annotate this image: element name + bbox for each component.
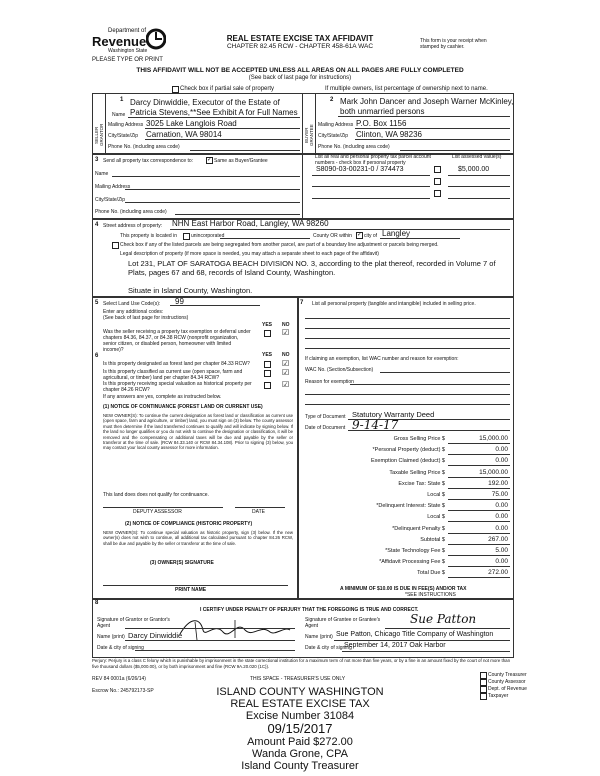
grantee-date-label: Date & city of signing <box>305 645 352 651</box>
tax-row-value[interactable]: 0.00 <box>495 502 508 510</box>
tax-row-label: *Affidavit Processing Fee $ <box>379 559 445 566</box>
stamp-line-2: REAL ESTATE EXCISE TAX <box>230 698 370 710</box>
wac-label: WAC No. (Section/Subsection) <box>305 367 374 373</box>
grantee-name-label: Name (print) <box>305 634 333 640</box>
q3-no[interactable]: ☑ <box>282 368 290 377</box>
stamp-line-1: ISLAND COUNTY WASHINGTON <box>216 686 384 698</box>
minimum-note: A MINIMUM OF $10.00 IS DUE IN FEE(S) AND/OR TAX <box>340 586 467 592</box>
parcel-header: List all real and personal property tax parcel account numbers - check box if personal property <box>315 154 431 166</box>
same-as-buyer-label: Same as Buyer/Grantee <box>214 158 268 164</box>
q1-no[interactable]: ☑ <box>282 328 290 337</box>
escrow-number: Escrow No.: 245792173-SP <box>92 688 154 694</box>
section-1-num: 1 <box>120 97 124 103</box>
tax-row-label: *Personal Property (deduct) $ <box>372 447 445 454</box>
street-address[interactable]: NHN East Harbor Road, Langley, WA 98260 <box>172 219 329 228</box>
personal-property-label: List all personal property (tangible and intangible) included in selling price. <box>312 301 476 307</box>
grantor-sig-label: Signature of Grantor or Grantor's Agent <box>97 617 170 629</box>
owner-signature-label: (3) OWNER(S) SIGNATURE <box>150 560 214 566</box>
personal-prop-checkbox-1[interactable] <box>434 166 441 173</box>
buyer-address-label: Mailing Address <box>318 122 354 128</box>
buyer-city[interactable]: Clinton, WA 98236 <box>356 130 422 139</box>
boundary-label: Check box if any of the listed parcels are being segregated from another parcel, are part of a boundary line adjustment or parcels being merged. <box>120 242 439 248</box>
corr-mailing-label: Mailing Address <box>95 184 131 190</box>
seller-name-1[interactable]: Darcy Dinwiddie, Executor of the Estate of <box>130 98 280 107</box>
grantor-date-label: Date & city of signing <box>97 645 144 651</box>
receipt-note: This form is your receipt when stamped by cashier. <box>420 38 487 50</box>
tax-row-value[interactable]: 15,000.00 <box>479 468 508 476</box>
grantor-signature <box>175 612 295 642</box>
tax-row-value[interactable]: 0.00 <box>495 446 508 454</box>
seller-name-label: Name <box>112 112 126 118</box>
q4-yes[interactable] <box>264 382 271 389</box>
street-label: Street address of property: <box>103 223 163 229</box>
land-use-code[interactable]: 99 <box>175 297 184 306</box>
no-header-1: NO <box>282 322 290 328</box>
dept-label: Department of <box>108 28 147 34</box>
treasurer-use-label: THIS SPACE - TREASURER'S USE ONLY <box>250 676 346 682</box>
seller-name-2[interactable]: Patricia Stevens,**See Exhibit A for Full Names <box>130 108 298 117</box>
question-4: Is this property receiving special valuation as historical property per chapter 84.26 RCW? <box>103 381 252 393</box>
tax-row-label: Excise Tax: State $ <box>398 480 445 487</box>
assessed-header: List assessed value(s) <box>452 154 502 160</box>
grantor-name[interactable]: Darcy Dinwiddie <box>128 631 183 640</box>
seller-city-label: City/State/Zip <box>108 133 139 139</box>
buyer-address[interactable]: P.O. Box 1156 <box>356 119 407 128</box>
tax-row-value[interactable]: 0.00 <box>495 457 508 465</box>
section-8-num: 8 <box>95 600 99 606</box>
tax-row-label: Gross Selling Price $ <box>393 436 445 442</box>
county-label: County OR within <box>313 233 352 239</box>
correspondence-label: Send all property tax correspondence to: <box>103 158 194 164</box>
buyer-name-1[interactable]: Mark John Dancer and Joseph Warner McKinley, <box>340 97 514 106</box>
grantee-name[interactable]: Sue Patton, Chicago Title Company of Washington <box>336 631 494 638</box>
personal-prop-checkbox-2[interactable] <box>434 178 441 185</box>
print-note: PLEASE TYPE OR PRINT <box>92 57 163 63</box>
tax-row-label: *Delinquent Penalty $ <box>392 525 445 532</box>
q1-yes[interactable] <box>264 330 271 337</box>
yes-header-2: YES <box>262 352 273 358</box>
see-instructions: *SEE INSTRUCTIONS <box>405 592 456 598</box>
doc-type[interactable]: Statutory Warranty Deed <box>352 410 435 419</box>
tax-row-label: Exemption Claimed (deduct) $ <box>371 458 445 465</box>
tax-row-value[interactable]: 5.00 <box>495 547 508 554</box>
tax-row-value[interactable]: 0.00 <box>495 524 508 532</box>
legal-line-3[interactable]: Situate in Island County, Washington. <box>128 286 253 295</box>
question-1: Was the seller receiving a property tax exemption or deferral under chapters 84.36, 84.37, or 84.38 RCW (nonprofit organization, senior citizen, or disabled person, homeowner with limited income)? <box>103 329 251 353</box>
tax-row-label: Local $ <box>427 514 445 521</box>
unincorporated-checkbox[interactable] <box>183 233 190 240</box>
stamp-line-3: Excise Number 31084 <box>245 710 355 722</box>
same-as-buyer-checkbox[interactable]: ✓ <box>207 157 213 163</box>
tax-row-label: Local $ <box>427 492 445 498</box>
stamp-line-7: Island County Treasurer <box>241 760 359 772</box>
tax-row-value[interactable]: 0.00 <box>495 558 508 566</box>
notice-1-title: (1) NOTICE OF CONTINUANCE (FOREST LAND OR CURRENT USE) <box>103 404 263 410</box>
tax-row-value[interactable]: 15,000.00 <box>479 435 508 442</box>
copy-county-treasurer-checkbox[interactable] <box>480 672 487 679</box>
unincorporated-label: unincorporated <box>191 233 225 239</box>
form-title: REAL ESTATE EXCISE TAX AFFIDAVIT <box>226 34 374 43</box>
see-note: (See back of last page for instructions) <box>248 75 352 81</box>
seller-address-label: Mailing Address <box>108 122 144 128</box>
partial-sale-label: Check box if partial sale of property <box>180 86 275 92</box>
tax-row-value[interactable]: 0.00 <box>495 513 508 521</box>
tax-row-label: *Delinquent Interest: State $ <box>376 503 445 510</box>
tax-row-label: Subtotal $ <box>420 536 445 543</box>
section-3-num: 3 <box>95 157 99 163</box>
state-label: Washington State <box>108 48 148 54</box>
legal-line-1[interactable]: Lot 231, PLAT OF SARATOGA BEACH DIVISION NO. 3, according to the plat thereof, recorded in Volume 7 of <box>128 259 496 268</box>
tax-row-value[interactable]: 75.00 <box>491 491 508 498</box>
section-5-num: 5 <box>95 300 99 306</box>
buyer-name-2[interactable]: both unmarried persons <box>340 107 425 116</box>
assessed-value-1[interactable]: $5,000.00 <box>458 166 490 173</box>
certify-text: I CERTIFY UNDER PENALTY OF PERJURY THAT THE FOREGOING IS TRUE AND CORRECT. <box>200 607 419 613</box>
additional-codes-label: Enter any additional codes: <box>103 309 164 315</box>
copy-dept-revenue: Dept. of Revenue <box>488 686 527 692</box>
q2-no[interactable]: ☑ <box>282 359 290 368</box>
copy-county-assessor: County Assessor <box>488 679 526 685</box>
buyer-phone-label: Phone No. (including area code) <box>318 144 390 150</box>
q2-yes[interactable] <box>264 361 271 368</box>
boundary-checkbox[interactable] <box>112 242 119 249</box>
copy-county-assessor-checkbox[interactable] <box>480 679 487 686</box>
tax-row-value[interactable]: 267.00 <box>488 535 508 543</box>
print-name-label: PRINT NAME <box>175 587 207 593</box>
qualify-label: This land does does not qualify for continuance. <box>103 492 209 498</box>
seller-city[interactable]: Carnation, WA 98014 <box>146 130 222 139</box>
located-label: This property is located in <box>120 233 177 239</box>
form-subtitle: CHAPTER 82.45 RCW - CHAPTER 458-61A WAC <box>226 43 374 50</box>
q3-yes[interactable] <box>264 370 271 377</box>
no-header-2: NO <box>282 352 290 358</box>
question-3: Is this property classified as current use (open space, farm and agricultural, or timber) land per chapter 84.34 RCW? <box>103 369 243 381</box>
section-4-num: 4 <box>95 222 99 228</box>
perjury-text: Perjury: Perjury is a class C felony which is punishable by imprisonment in the state correctional institution for a maximum term of not more than five years, or by a fine in an amount fixed by the court of not more than five thousand dollars ($5,000.00), or by both imprisonment and fine (RCW 9A.20.020 (1C)). <box>92 658 511 669</box>
seller-address[interactable]: 3025 Lake Langlois Road <box>146 119 237 128</box>
personal-prop-checkbox-3[interactable] <box>434 190 441 197</box>
q4-no[interactable]: ☑ <box>282 380 290 389</box>
section-2-num: 2 <box>330 97 334 103</box>
any-answers-note: If any answers are yes, complete as instructed below. <box>103 394 222 400</box>
revenue-label: Revenue <box>92 34 147 49</box>
section-7-num: 7 <box>300 300 304 306</box>
grantee-signature: Sue Patton <box>410 612 477 626</box>
form-number: REV 84 0001a (6/26/14) <box>92 676 146 682</box>
grantor-name-label: Name (print) <box>97 634 125 640</box>
city-of-label: city of <box>364 233 378 239</box>
deputy-assessor-label: DEPUTY ASSESSOR <box>133 509 182 515</box>
doc-date-label: Date of Document <box>305 425 346 431</box>
buyer-side-label: BUYER GRANTEE <box>304 124 314 146</box>
city-name[interactable]: Langley <box>382 229 411 238</box>
tax-row-label: *State Technology Fee $ <box>385 548 445 554</box>
multiple-owners-note: If multiple owners, list percentage of ownership next to name. <box>325 86 488 92</box>
doc-date[interactable]: 9-14-17 <box>352 418 399 432</box>
yes-header-1: YES <box>262 322 273 328</box>
warning-text: THIS AFFIDAVIT WILL NOT BE ACCEPTED UNLESS ALL AREAS ON ALL PAGES ARE FULLY COMPLETED <box>136 67 464 74</box>
deputy-date-label: DATE <box>252 509 265 515</box>
tax-row-label: Taxable Selling Price $ <box>389 469 445 476</box>
reason-label: Reason for exemption <box>305 379 354 385</box>
question-2: Is this property designated as forest land per chapter 84.33 RCW? <box>103 361 250 367</box>
copy-county-treasurer: County Treasurer <box>488 672 527 678</box>
legal-line-2[interactable]: Plats, pages 67 and 68, records of Island County, Washington. <box>128 268 336 277</box>
copy-taxpayer: Taxpayer <box>488 693 509 699</box>
corr-name-label: Name <box>95 171 109 177</box>
stamp-line-4: 09/15/2017 <box>267 721 333 736</box>
land-use-label: Select Land Use Code(s): <box>103 301 161 307</box>
grantee-date[interactable]: September 14, 2017 Oak Harbor <box>344 642 446 649</box>
corr-phone-label: Phone No. (including area code) <box>95 209 167 215</box>
seller-side-label: SELLER GRANTOR <box>94 123 104 147</box>
tax-row-value[interactable]: 192.00 <box>488 479 508 487</box>
exemption-label: If claiming an exemption, list WAC number and reason for exemption: <box>305 356 459 362</box>
notice-2-text: NEW OWNER(S): To continue special valuation as historic property, sign (3) below. If the new owner(s) does not wish to continue, all additional tax calculated pursuant to chapter 84.26 RCW, shall be due and payable by the seller or transferor at the time of sale. <box>103 530 293 546</box>
buyer-city-label: City/State/Zip <box>318 133 349 139</box>
tax-row-label: Total Due $ <box>417 570 445 577</box>
corr-city-label: City/State/Zip <box>95 197 126 203</box>
seller-phone-label: Phone No. (including area code) <box>108 144 180 150</box>
stamp-line-5: Amount Paid $272.00 <box>247 736 353 748</box>
legal-label: Legal description of property (if more space is needed, you may attach a separate sheet to each page of the affidavit) <box>120 251 379 257</box>
section-6-num: 6 <box>95 353 99 359</box>
notice-1-text: NEW OWNER(S): To continue the current designation as forest land or classification as current use (open space, farm and agriculture, or timber) land, you must sign on (3) below. The county assessor must then determine if the land transferred continues to qualify and will indicate by signing below. If the land no longer qualifies or you do not wish to continue the designation or classification, it will be removed and the compensating or additional taxes will be due and payable by the seller or transferor at the time of sale. (RCW 84.33.140 or RCW 84.34.108). Prior to signing (3) below, you may contact your local county assessor for more information. <box>103 413 293 451</box>
grantee-sig-label: Signature of Grantee or Grantee's Agent <box>305 617 381 629</box>
tax-row-value[interactable]: 272.00 <box>488 569 508 577</box>
notice-2-title: (2) NOTICE OF COMPLIANCE (HISTORIC PROPERTY) <box>125 521 253 527</box>
partial-sale-checkbox[interactable] <box>172 86 179 93</box>
doc-type-label: Type of Document <box>305 414 346 420</box>
parcel-number-1[interactable]: S8090-03-00231-0 / 374473 <box>316 166 404 173</box>
see-back-label: (See back of last page for instructions) <box>103 315 189 321</box>
city-of-checkbox[interactable]: ✓ <box>357 232 363 238</box>
stamp-line-6: Wanda Grone, CPA <box>252 748 348 760</box>
